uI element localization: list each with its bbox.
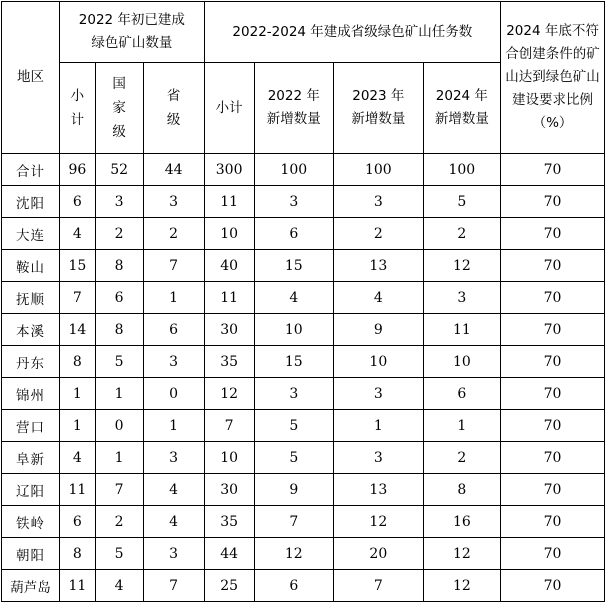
cell-region: 合计 (2, 154, 60, 186)
cell-2022: 15 (254, 346, 333, 378)
cell-ratio: 70 (501, 250, 605, 282)
cell-provincial: 0 (143, 378, 204, 410)
cell-national: 2 (95, 506, 143, 538)
cell-built-total: 96 (60, 154, 96, 186)
header-built-subtotal-label: 小计 (70, 88, 85, 128)
table-body (2, 154, 605, 602)
cell-built-total: 7 (60, 282, 96, 314)
table-row (2, 538, 605, 570)
cell-region: 大连 (2, 218, 60, 250)
cell-2023: 7 (334, 570, 424, 602)
cell-2024: 2 (423, 218, 500, 250)
cell-national: 7 (95, 474, 143, 506)
cell-national: 6 (95, 282, 143, 314)
cell-region: 抚顺 (2, 282, 60, 314)
table-row (2, 570, 605, 602)
cell-task-total: 30 (204, 314, 254, 346)
cell-built-total: 1 (60, 378, 96, 410)
header-2022-label: 2022 年新增数量 (266, 88, 321, 127)
cell-national: 8 (95, 250, 143, 282)
table-row (2, 250, 605, 282)
cell-task-total: 25 (204, 570, 254, 602)
cell-2022: 10 (254, 314, 333, 346)
cell-built-total: 4 (60, 442, 96, 474)
cell-provincial: 4 (143, 506, 204, 538)
table-row (2, 410, 605, 442)
header-2024 (423, 63, 500, 154)
cell-national: 8 (95, 314, 143, 346)
cell-2022: 5 (254, 442, 333, 474)
cell-2023: 4 (334, 282, 424, 314)
table-row (2, 218, 605, 250)
cell-2024: 16 (423, 506, 500, 538)
cell-built-total: 11 (60, 474, 96, 506)
cell-region: 沈阳 (2, 186, 60, 218)
cell-2024: 8 (423, 474, 500, 506)
cell-ratio: 70 (501, 538, 605, 570)
cell-ratio: 70 (501, 186, 605, 218)
cell-built-total: 14 (60, 314, 96, 346)
table-row (2, 506, 605, 538)
header-national (95, 63, 143, 154)
cell-built-total: 8 (60, 346, 96, 378)
cell-task-total: 40 (204, 250, 254, 282)
cell-2023: 13 (334, 474, 424, 506)
cell-2022: 6 (254, 570, 333, 602)
cell-2022: 12 (254, 538, 333, 570)
header-task-subtotal: 小计 (204, 63, 254, 154)
cell-national: 2 (95, 218, 143, 250)
cell-2022: 15 (254, 250, 333, 282)
cell-national: 0 (95, 410, 143, 442)
cell-2023: 1 (334, 410, 424, 442)
cell-2022: 100 (254, 154, 333, 186)
cell-2023: 9 (334, 314, 424, 346)
header-2022 (254, 63, 333, 154)
table-row (2, 378, 605, 410)
table-row (2, 314, 605, 346)
cell-ratio: 70 (501, 346, 605, 378)
table-row (2, 186, 605, 218)
cell-national: 52 (95, 154, 143, 186)
table-row (2, 474, 605, 506)
cell-ratio: 70 (501, 506, 605, 538)
cell-built-total: 15 (60, 250, 96, 282)
cell-built-total: 6 (60, 186, 96, 218)
cell-provincial: 3 (143, 186, 204, 218)
cell-national: 3 (95, 186, 143, 218)
header-provincial (143, 63, 204, 154)
green-mines-table (1, 1, 605, 602)
cell-region: 丹东 (2, 346, 60, 378)
cell-provincial: 4 (143, 474, 204, 506)
cell-2023: 20 (334, 538, 424, 570)
cell-task-total: 44 (204, 538, 254, 570)
cell-2022: 3 (254, 378, 333, 410)
cell-national: 5 (95, 346, 143, 378)
cell-provincial: 3 (143, 346, 204, 378)
cell-2022: 3 (254, 186, 333, 218)
cell-ratio: 70 (501, 410, 605, 442)
cell-2024: 6 (423, 378, 500, 410)
cell-ratio: 70 (501, 314, 605, 346)
cell-task-total: 10 (204, 442, 254, 474)
cell-2023: 2 (334, 218, 424, 250)
cell-national: 1 (95, 442, 143, 474)
header-built-subtotal (60, 63, 96, 154)
cell-2022: 9 (254, 474, 333, 506)
cell-ratio: 70 (501, 282, 605, 314)
cell-task-total: 30 (204, 474, 254, 506)
header-task-group: 2022-2024 年建成省级绿色矿山任务数 (204, 2, 500, 63)
cell-built-total: 11 (60, 570, 96, 602)
cell-ratio: 70 (501, 474, 605, 506)
cell-task-total: 35 (204, 346, 254, 378)
cell-2022: 4 (254, 282, 333, 314)
cell-ratio: 70 (501, 570, 605, 602)
cell-2024: 2 (423, 442, 500, 474)
table-row (2, 282, 605, 314)
cell-region: 铁岭 (2, 506, 60, 538)
cell-2023: 3 (334, 378, 424, 410)
cell-2024: 12 (423, 570, 500, 602)
cell-region: 朝阳 (2, 538, 60, 570)
header-provincial-label: 省级 (166, 88, 181, 128)
cell-2024: 11 (423, 314, 500, 346)
header-2023-label: 2023 年新增数量 (351, 88, 406, 127)
cell-2023: 13 (334, 250, 424, 282)
cell-ratio: 70 (501, 218, 605, 250)
cell-2024: 12 (423, 250, 500, 282)
header-ratio-label: 2024 年底不符合创建条件的矿山达到绿色矿山建设要求比例（%） (505, 23, 600, 131)
cell-region: 本溪 (2, 314, 60, 346)
cell-provincial: 1 (143, 410, 204, 442)
cell-2023: 100 (334, 154, 424, 186)
cell-national: 5 (95, 538, 143, 570)
cell-national: 4 (95, 570, 143, 602)
cell-task-total: 7 (204, 410, 254, 442)
header-national-label: 国家级 (112, 76, 126, 140)
cell-region: 营口 (2, 410, 60, 442)
cell-2023: 12 (334, 506, 424, 538)
cell-2022: 5 (254, 410, 333, 442)
cell-region: 鞍山 (2, 250, 60, 282)
cell-2024: 1 (423, 410, 500, 442)
cell-built-total: 1 (60, 410, 96, 442)
header-2024-label: 2024 年新增数量 (434, 88, 489, 127)
cell-task-total: 12 (204, 378, 254, 410)
cell-ratio: 70 (501, 442, 605, 474)
cell-2022: 7 (254, 506, 333, 538)
cell-2023: 10 (334, 346, 424, 378)
cell-provincial: 3 (143, 442, 204, 474)
cell-national: 1 (95, 378, 143, 410)
cell-task-total: 11 (204, 186, 254, 218)
table-row (2, 346, 605, 378)
cell-2023: 3 (334, 186, 424, 218)
cell-built-total: 4 (60, 218, 96, 250)
table-row (2, 442, 605, 474)
cell-task-total: 11 (204, 282, 254, 314)
cell-built-total: 6 (60, 506, 96, 538)
cell-provincial: 44 (143, 154, 204, 186)
cell-2024: 12 (423, 538, 500, 570)
cell-2024: 100 (423, 154, 500, 186)
cell-provincial: 1 (143, 282, 204, 314)
cell-2022: 6 (254, 218, 333, 250)
header-region: 地区 (2, 2, 60, 154)
cell-2024: 5 (423, 186, 500, 218)
cell-task-total: 10 (204, 218, 254, 250)
header-built-group-label: 2022 年初已建成绿色矿山数量 (78, 12, 185, 51)
cell-provincial: 6 (143, 314, 204, 346)
cell-provincial: 7 (143, 570, 204, 602)
cell-provincial: 3 (143, 538, 204, 570)
cell-region: 阜新 (2, 442, 60, 474)
cell-ratio: 70 (501, 378, 605, 410)
header-built-group (60, 2, 205, 63)
cell-provincial: 2 (143, 218, 204, 250)
cell-region: 葫芦岛 (2, 570, 60, 602)
table-row (2, 154, 605, 186)
cell-task-total: 300 (204, 154, 254, 186)
cell-region: 锦州 (2, 378, 60, 410)
header-2023 (334, 63, 424, 154)
cell-2023: 3 (334, 442, 424, 474)
cell-region: 辽阳 (2, 474, 60, 506)
cell-task-total: 35 (204, 506, 254, 538)
header-row-1 (2, 2, 605, 63)
header-ratio (501, 2, 605, 154)
cell-ratio: 70 (501, 154, 605, 186)
cell-provincial: 7 (143, 250, 204, 282)
cell-2024: 10 (423, 346, 500, 378)
cell-2024: 3 (423, 282, 500, 314)
cell-built-total: 8 (60, 538, 96, 570)
